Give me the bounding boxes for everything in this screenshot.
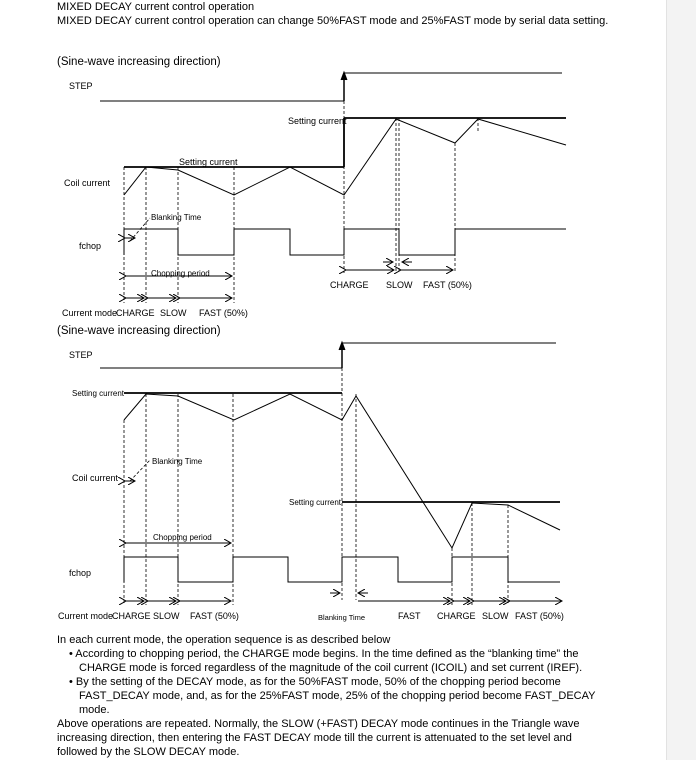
diagram2-guides	[124, 368, 508, 605]
diagram2-step-waveform	[100, 342, 556, 368]
diagram1-coil-label: Coil current	[64, 178, 111, 188]
diagram2-coil-label: Coil current	[72, 473, 119, 483]
diagram1-blanking-time: Blanking Time	[151, 213, 202, 222]
diagram1-mode-fast-right: FAST (50%)	[423, 280, 472, 290]
diagram1-setting-current-low: Setting current	[179, 157, 238, 167]
diagram2-fchop-label: fchop	[69, 568, 92, 578]
diagram2-step-label: STEP	[69, 350, 93, 360]
body-bullet-2: • By the setting of the DECAY mode, as for the 50%FAST mode, 50% of the chopping period become FAST_DECAY mode, and, as for the 25%FAST mode, 25% of the chopping period become FAST_DECAY mode.	[69, 676, 596, 716]
diagram1-mode-charge-right: CHARGE	[330, 280, 369, 290]
diagram2-blanking-time-bottom: Blanking Time	[318, 613, 366, 622]
intro-paragraph: MIXED DECAY current control operation can change 50%FAST mode and 25%FAST mode by serial data setting.	[57, 15, 609, 27]
section-heading: MIXED DECAY current control operation	[57, 1, 255, 13]
body-lead: In each current mode, the operation sequence is as described below	[57, 634, 391, 646]
diagram1-mode-charge: CHARGE	[116, 308, 155, 318]
diagram2-mode-arrows	[126, 593, 562, 601]
diagram1-setting-current-high: Setting current	[288, 116, 347, 126]
diagram2-mode-slow-right: SLOW	[482, 611, 509, 621]
body-closing: Above operations are repeated. Normally, the SLOW (+FAST) DECAY mode continues in the Triangle wave increasing direction, then entering the FAST DECAY mode till the current is attenuated to the set level and followed by the SLOW DECAY mode.	[57, 718, 580, 758]
diagram2-mode-charge: CHARGE	[112, 611, 151, 621]
diagram2-chopping-period: Chopping period	[153, 533, 212, 542]
diagram2-mode-fast50-right: FAST (50%)	[515, 611, 564, 621]
diagram2-setting-current-top: Setting current	[72, 389, 125, 398]
diagram1-step-label: STEP	[69, 81, 93, 91]
diagram1-caption: (Sine-wave increasing direction)	[57, 56, 221, 68]
diagram2-mode-slow: SLOW	[153, 611, 180, 621]
diagram1-mode-slow-right: SLOW	[386, 280, 413, 290]
diagram2-mode-row-label: Current mode	[58, 611, 114, 621]
diagram2-setting-current-low: Setting current	[289, 498, 342, 507]
diagram2-mode-fast-right: FAST	[398, 611, 421, 621]
body-bullet-1: • According to chopping period, the CHARGE mode begins. In the time defined as the “blanking time” the CHARGE mode is forced regardless of the magnitude of the coil current (ICOIL) and set current (IREF).	[69, 648, 583, 674]
diagram2-mode-fast: FAST (50%)	[190, 611, 239, 621]
diagram1-mode-slow: SLOW	[160, 308, 187, 318]
diagram2-mode-charge-right: CHARGE	[437, 611, 476, 621]
diagram1-mode-fast: FAST (50%)	[199, 308, 248, 318]
diagram1-mode-row-label: Current mode	[62, 308, 118, 318]
diagram1-chopping-period: Chopping period	[151, 269, 210, 278]
diagram2-blanking-time: Blanking Time	[152, 457, 203, 466]
right-margin-panel	[666, 0, 696, 760]
diagram2-caption: (Sine-wave increasing direction)	[57, 325, 221, 337]
diagram1-fchop-label: fchop	[79, 241, 102, 251]
